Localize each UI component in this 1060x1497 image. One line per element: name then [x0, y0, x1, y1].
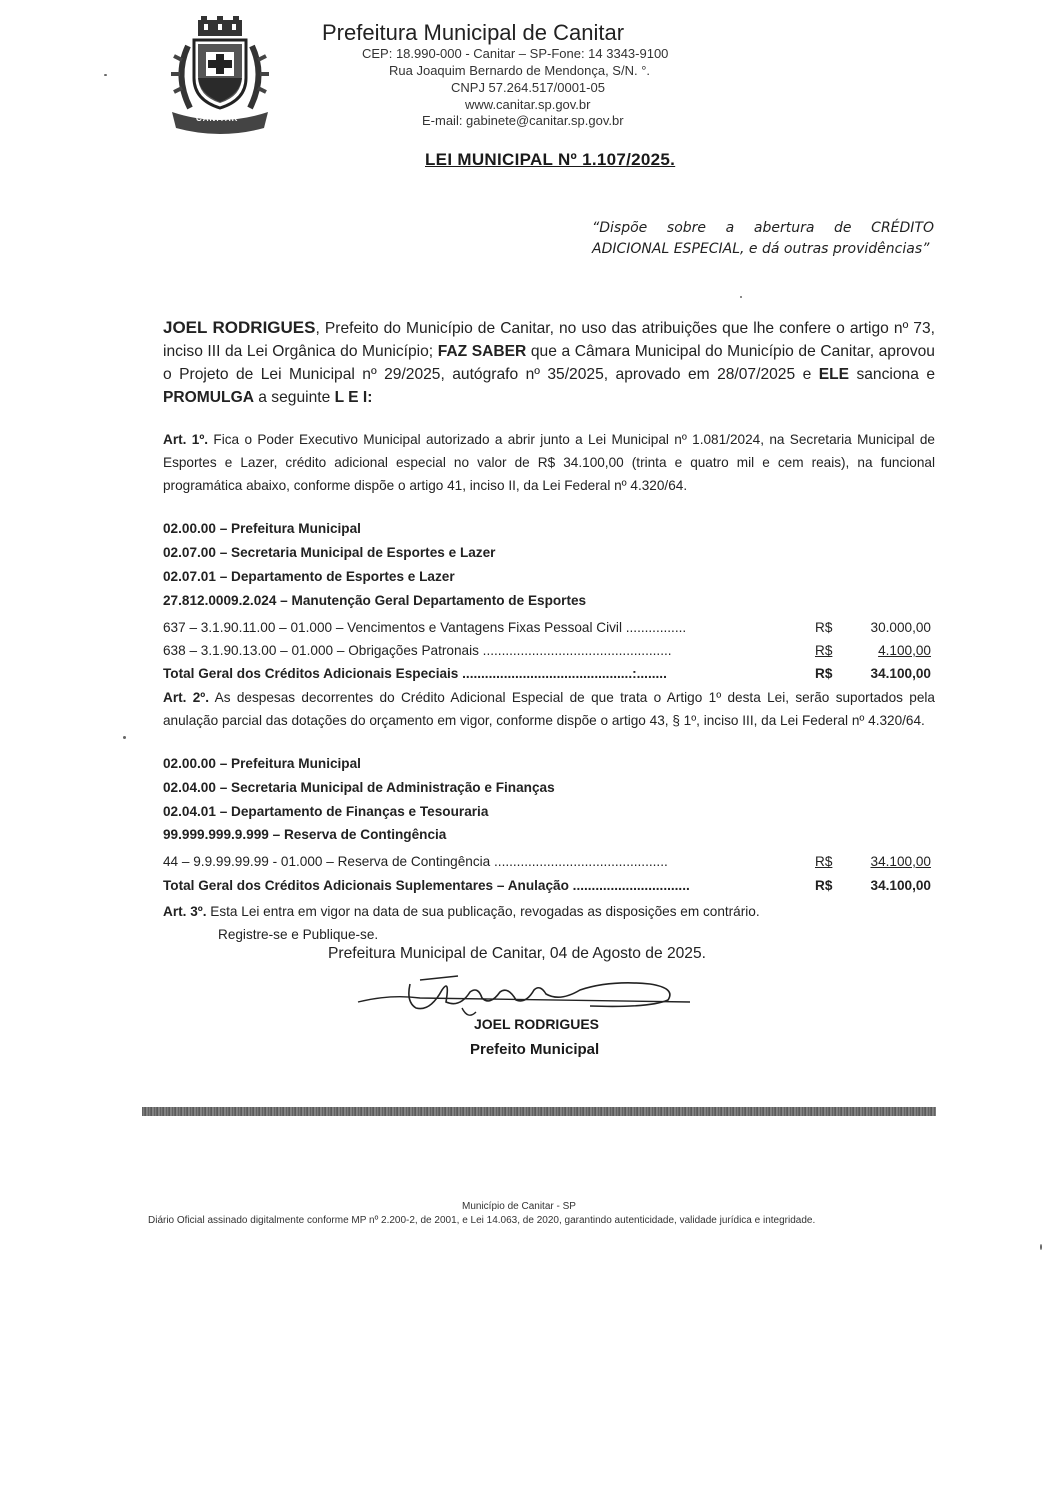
article-3-text: Esta Lei entra em vigor na data de sua publicação, revogadas as disposições em contrário.: [206, 904, 760, 919]
article-3: [163, 900, 935, 923]
website: www.canitar.sp.gov.br: [465, 97, 591, 112]
item-value: 34.100,00: [870, 854, 931, 869]
item-value: 4.100,00: [878, 643, 931, 658]
address: Rua Joaquim Bernardo de Mendonça, S/N. °.: [389, 63, 651, 78]
s2-line-3: 02.04.01 – Departamento de Finanças e Tesouraria: [163, 804, 489, 819]
preamble-text-2: que a Câmara Municipal do Município de Canitar, aprovou o Projeto de Lei Municipal nº 29/2025, autógrafo nº 35/2025, aprovado em 28/07/2025 e: [163, 343, 935, 383]
s1-item-638: [163, 639, 933, 662]
signer-name: JOEL RODRIGUES: [474, 1016, 599, 1032]
article-1-label: Art. 1º.: [163, 432, 209, 447]
email: E-mail: gabinete@canitar.sp.gov.br: [422, 113, 624, 128]
item-desc: 638 – 3.1.90.13.00 – 01.000 – Obrigações Patronais ..................................................: [163, 643, 672, 658]
register-publish: Registre-se e Publique-se.: [218, 927, 379, 942]
sign-place-date: Prefeitura Municipal de Canitar, 04 de Agosto de 2025.: [328, 945, 706, 962]
mayor-name: JOEL RODRIGUES: [163, 318, 316, 337]
article-1-text: Fica o Poder Executivo Municipal autorizado a abrir junto a Lei Municipal nº 1.081/2024, na Secretaria Municipal de Esportes e Lazer, crédito adicional especial no valor de R$ 34.100,00 (trinta e quatro mil e cem reais), na funcional programática abaixo, conforme dispõe o artigo 41, inciso II, da Lei Federal nº 4.320/64.: [163, 432, 935, 493]
ementa: “Dispõe sobre a abertura de CRÉDITO ADICIONAL ESPECIAL, e dá outras providências”: [592, 220, 934, 257]
s1-total: [163, 662, 933, 685]
scan-speck: [104, 74, 107, 76]
signer-role: Prefeito Municipal: [470, 1041, 600, 1058]
s2-total: [163, 874, 933, 897]
preamble-text-3: sanciona e: [849, 366, 935, 383]
article-3-label: Art. 3º.: [163, 904, 207, 919]
divider-band: [142, 1107, 936, 1116]
ele: ELE: [818, 366, 850, 383]
article-1: [163, 428, 935, 497]
total-desc: Total Geral dos Créditos Adicionais Especiais .............................................:........: [163, 666, 667, 681]
total-value: 34.100,00: [870, 878, 931, 893]
s2-line-2: 02.04.00 – Secretaria Municipal de Administração e Finanças: [163, 780, 555, 795]
cnpj: CNPJ 57.264.517/0001-05: [451, 80, 605, 95]
faz-saber: FAZ SABER: [437, 343, 527, 360]
org-name: Prefeitura Municipal de Canitar: [322, 20, 625, 45]
item-value: 30.000,00: [870, 620, 931, 635]
s1-line-3: 02.07.01 – Departamento de Esportes e Lazer: [163, 569, 455, 584]
footer-municipality: Município de Canitar - SP: [462, 1201, 576, 1212]
s1-line-4: 27.812.0009.2.024 – Manutenção Geral Departamento de Esportes: [163, 593, 587, 608]
scan-speck: [740, 296, 742, 298]
item-desc: 44 – 9.9.99.99.99 - 01.000 – Reserva de Contingência ..............................................: [163, 854, 668, 869]
item-currency: R$: [815, 643, 833, 658]
total-currency: R$: [815, 878, 833, 893]
promulga: PROMULGA: [163, 389, 254, 406]
s1-line-2: 02.07.00 – Secretaria Municipal de Esportes e Lazer: [163, 545, 496, 560]
total-currency: R$: [815, 666, 833, 681]
total-desc: Total Geral dos Créditos Adicionais Suplementares – Anulação ...............................: [163, 878, 690, 893]
scan-speck: [1040, 1244, 1042, 1250]
s1-line-1: 02.00.00 – Prefeitura Municipal: [163, 521, 361, 536]
article-2-label: Art. 2º.: [163, 690, 210, 705]
total-value: 34.100,00: [870, 666, 931, 681]
s2-line-1: 02.00.00 – Prefeitura Municipal: [163, 756, 361, 771]
preamble-text-4: a seguinte: [253, 389, 335, 406]
article-2: [163, 686, 935, 732]
lei: L E I:: [334, 389, 373, 406]
cep-phone: CEP: 18.990-000 - Canitar – SP-Fone: 14 3343-9100: [362, 46, 669, 61]
s1-item-637: [163, 616, 933, 639]
item-currency: R$: [815, 854, 833, 869]
s2-item-44: [163, 850, 933, 873]
scan-speck: [123, 736, 126, 739]
article-2-text: As despesas decorrentes do Crédito Adicional Especial de que trata o Artigo 1º desta Lei, serão suportados pela anulação parcial das dotações do orçamento em vigor, conforme dispõe o artigo 43, § 1º, inciso III, da Lei Federal nº 4.320/64.: [163, 690, 935, 728]
s2-line-4: 99.999.999.9.999 – Reserva de Contingência: [163, 827, 447, 842]
item-desc: 637 – 3.1.90.11.00 – 01.000 – Vencimentos e Vantagens Fixas Pessoal Civil ................: [163, 620, 687, 635]
preamble: [163, 316, 935, 409]
preamble-text-1: , Prefeito do Município de Canitar, no uso das atribuições que lhe confere o artigo nº 73, inciso III da Lei Orgânica do Município;: [163, 320, 935, 360]
law-title: LEI MUNICIPAL Nº 1.107/2025.: [425, 150, 676, 169]
footer-note: Diário Oficial assinado digitalmente conforme MP nº 2.200-2, de 2001, e Lei 14.063, de 2020, garantindo autenticidade, validade jurídica e integridade.: [148, 1215, 816, 1226]
crest-ribbon-text: CANITAR: [196, 114, 239, 123]
item-currency: R$: [815, 620, 833, 635]
